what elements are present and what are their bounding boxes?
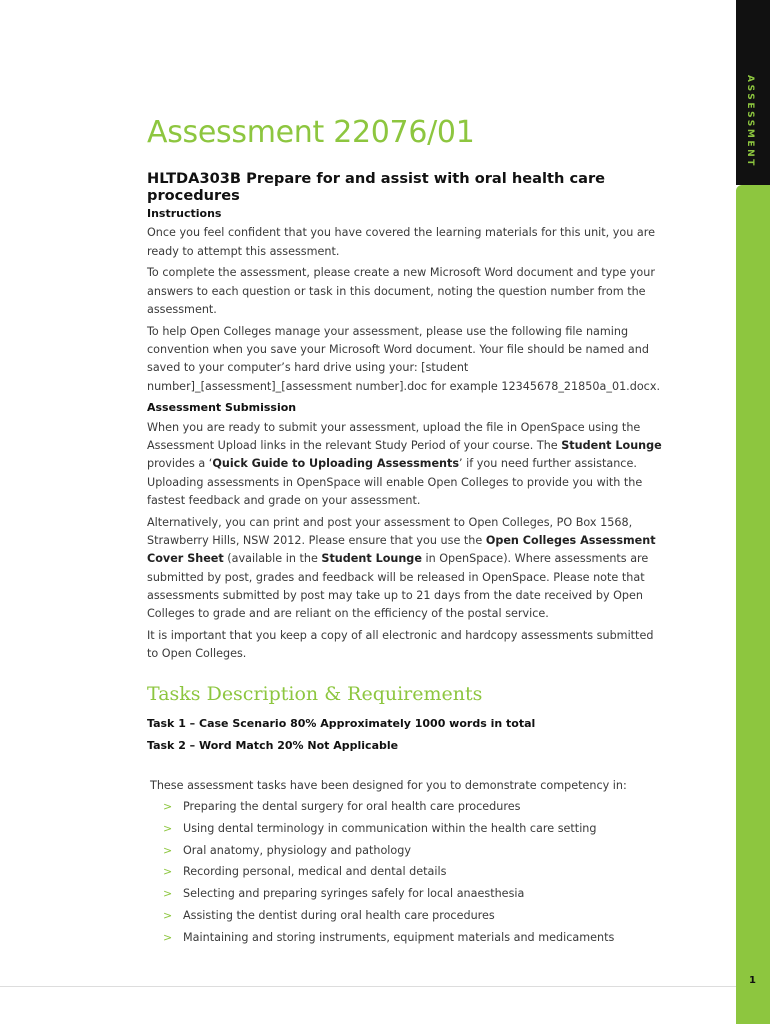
chevron-right-icon: > (163, 821, 173, 835)
list-item: > Recording personal, medical and dental details (163, 863, 614, 885)
instructions-paragraph-3: To help Open Colleges manage your assessment, please use the following file naming convention when you save your Microsoft Word document. Your file should be named and saved to your computer’s hard drive using your: [student number]_[assessment]_[assessment number].doc for example 12345678_21850a_01.docx. (147, 324, 661, 393)
chevron-right-icon: > (163, 843, 173, 857)
chevron-right-icon: > (163, 865, 173, 879)
submission-paragraph-3: It is important that you keep a copy of all electronic and hardcopy assessments submitted to Open Colleges. (147, 629, 654, 661)
submission-paragraph-2: Alternatively, you can print and post your assessment to Open Colleges, PO Box 1568, Strawberry Hills, NSW 2012. Please ensure that you use the Open Colleges Assessment Cover Sheet (available in the Student Lounge in OpenSpace). Where assessments are submitted by post, grades and feedback will be released in OpenSpace. Please note that assessments submitted by post may take up to 21 days from the date received by Open Colleges to grade and are reliant on the efficiency of the postal service. (147, 515, 656, 621)
instructions-paragraph-2: To complete the assessment, please create a new Microsoft Word document and type your answers to each question or task in this document, noting the question number from the assessment. (147, 266, 655, 316)
instructions-block (147, 205, 667, 667)
unit-title: HLTDA303B Prepare for and assist with oral health care procedures (147, 170, 606, 204)
instructions-heading: Instructions (147, 207, 222, 220)
footer-divider (0, 986, 736, 987)
page-title: Assessment 22076/01 (147, 115, 475, 150)
task-2-label: Task 2 – Word Match 20% Not Applicable (147, 739, 399, 752)
tasks-heading: Tasks Description & Requirements (147, 683, 483, 705)
list-item: > Using dental terminology in communication within the health care setting (163, 820, 614, 842)
page-number: 1 (749, 975, 756, 986)
chevron-right-icon: > (163, 800, 173, 813)
side-tab-green (736, 185, 770, 1024)
list-item: > Preparing the dental surgery for oral health care procedures (163, 798, 614, 820)
task-1-label: Task 1 – Case Scenario 80% Approximately 1000 words in total (147, 717, 536, 730)
chevron-right-icon: > (163, 887, 173, 901)
competency-intro: These assessment tasks have been designed for you to demonstrate competency in: (150, 779, 627, 792)
side-tab-label: ASSESSMENT (745, 75, 755, 169)
chevron-right-icon: > (163, 908, 173, 922)
list-item: > Selecting and preparing syringes safely for local anaesthesia (163, 885, 614, 907)
submission-paragraph-1: When you are ready to submit your assessment, upload the file in OpenSpace using the Assessment Upload links in the relevant Study Period of your course. The Student Lounge provides a ‘Quick Guide to Uploading Assessments’ if you need further assistance. Uploading assessments in OpenSpace will enable Open Colleges to provide you with the fastest feedback and grade on your assessment. (147, 420, 662, 507)
list-item: > Oral anatomy, physiology and pathology (163, 842, 614, 864)
submission-heading: Assessment Submission (147, 401, 297, 415)
list-item: > Maintaining and storing instruments, equipment materials and medicaments (163, 929, 614, 951)
competency-list (163, 798, 614, 951)
chevron-right-icon: > (163, 930, 173, 944)
list-item: > Assisting the dentist during oral health care procedures (163, 907, 614, 929)
instructions-paragraph-1: Once you feel confident that you have covered the learning materials for this unit, you are ready to attempt this assessment. (147, 226, 655, 258)
